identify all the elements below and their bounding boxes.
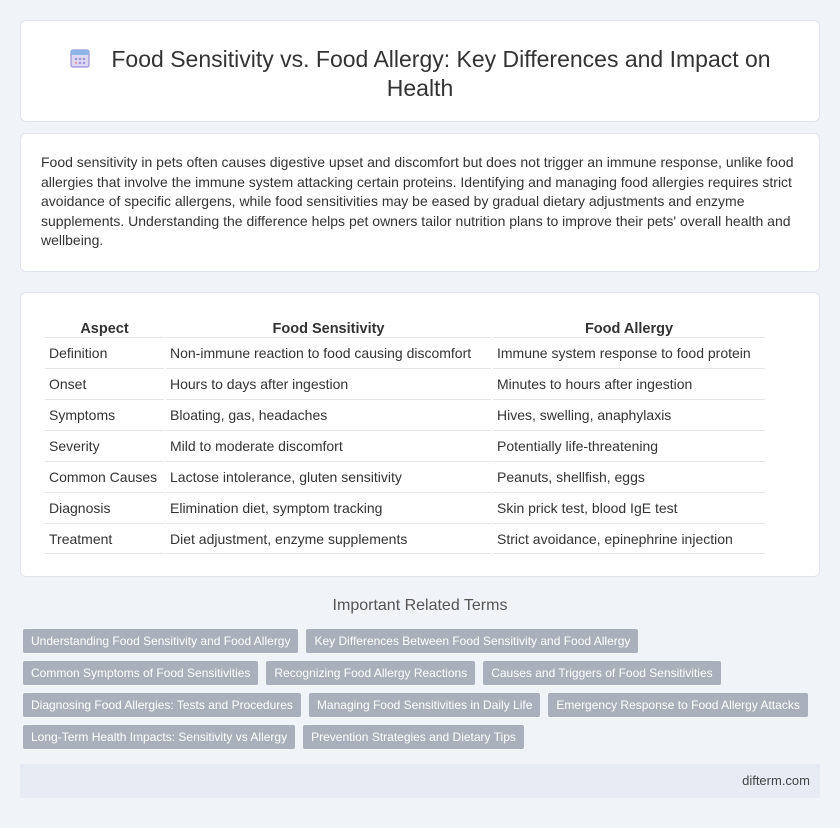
cell-aspect: Onset [45, 368, 164, 399]
related-term-tag[interactable]: Long-Term Health Impacts: Sensitivity vs Allergy [23, 725, 295, 749]
table-row [45, 461, 765, 492]
related-term-tag[interactable]: Managing Food Sensitivities in Daily Life [309, 693, 540, 717]
cell-allergy: Hives, swelling, anaphylaxis [493, 399, 765, 430]
cell-sensitivity: Mild to moderate discomfort [166, 430, 491, 461]
comparison-table [43, 315, 767, 554]
header-food-sensitivity: Food Sensitivity [272, 321, 385, 337]
cell-allergy: Minutes to hours after ingestion [493, 368, 765, 399]
cell-aspect: Definition [45, 337, 164, 368]
table-row [45, 399, 765, 430]
cell-aspect: Symptoms [45, 399, 164, 430]
table-header-row [45, 315, 765, 337]
cell-aspect: Diagnosis [45, 492, 164, 523]
cell-sensitivity: Elimination diet, symptom tracking [166, 492, 491, 523]
intro-card [20, 133, 820, 272]
cell-allergy: Skin prick test, blood IgE test [493, 492, 765, 523]
table-row [45, 368, 765, 399]
related-term-tag[interactable]: Recognizing Food Allergy Reactions [266, 661, 475, 685]
cell-aspect: Treatment [45, 523, 164, 554]
table-row [45, 337, 765, 368]
related-term-tag[interactable]: Key Differences Between Food Sensitivity and Food Allergy [306, 629, 638, 653]
related-term-tag[interactable]: Understanding Food Sensitivity and Food Allergy [23, 629, 298, 653]
footer-site-link[interactable]: difterm.com [742, 773, 810, 788]
cell-allergy: Strict avoidance, epinephrine injection [493, 523, 765, 554]
intro-text: Food sensitivity in pets often causes digestive upset and discomfort but does not trigger an immune response, unlike food allergies that involve the immune system attacking certain proteins. Identifying and managing food allergies requires strict avoidance of specific allergens, while food sensitivities may be eased by gradual dietary adjustments and enzyme supplements. Understanding the difference helps pet owners tailor nutrition plans to improve their pets' overall health and wellbeing. [41, 154, 794, 248]
calendar-icon [69, 47, 91, 69]
related-terms-list [23, 629, 823, 757]
footer [20, 764, 820, 798]
cell-aspect: Severity [45, 430, 164, 461]
related-term-tag[interactable]: Diagnosing Food Allergies: Tests and Procedures [23, 693, 301, 717]
tag-row [23, 629, 823, 653]
comparison-card [20, 292, 820, 577]
tag-row [23, 693, 823, 717]
table-row [45, 492, 765, 523]
header-card [20, 20, 820, 122]
cell-allergy: Peanuts, shellfish, eggs [493, 461, 765, 492]
tag-row [23, 725, 823, 749]
table-row [45, 523, 765, 554]
related-term-tag[interactable]: Common Symptoms of Food Sensitivities [23, 661, 258, 685]
table-row [45, 430, 765, 461]
cell-sensitivity: Non-immune reaction to food causing discomfort [166, 337, 491, 368]
related-terms-title: Important Related Terms [332, 597, 508, 614]
page-title-wrap [21, 45, 819, 103]
tag-row [23, 661, 823, 685]
related-term-tag[interactable]: Emergency Response to Food Allergy Attacks [548, 693, 807, 717]
cell-sensitivity: Diet adjustment, enzyme supplements [166, 523, 491, 554]
cell-sensitivity: Lactose intolerance, gluten sensitivity [166, 461, 491, 492]
cell-allergy: Potentially life-threatening [493, 430, 765, 461]
cell-aspect: Common Causes [45, 461, 164, 492]
cell-allergy: Immune system response to food protein [493, 337, 765, 368]
cell-sensitivity: Bloating, gas, headaches [166, 399, 491, 430]
cell-sensitivity: Hours to days after ingestion [166, 368, 491, 399]
related-term-tag[interactable]: Causes and Triggers of Food Sensitivities [483, 661, 720, 685]
related-term-tag[interactable]: Prevention Strategies and Dietary Tips [303, 725, 524, 749]
header-aspect: Aspect [80, 321, 129, 337]
page-title: Food Sensitivity vs. Food Allergy: Key Differences and Impact on Health [111, 46, 771, 101]
header-food-allergy: Food Allergy [584, 321, 674, 337]
